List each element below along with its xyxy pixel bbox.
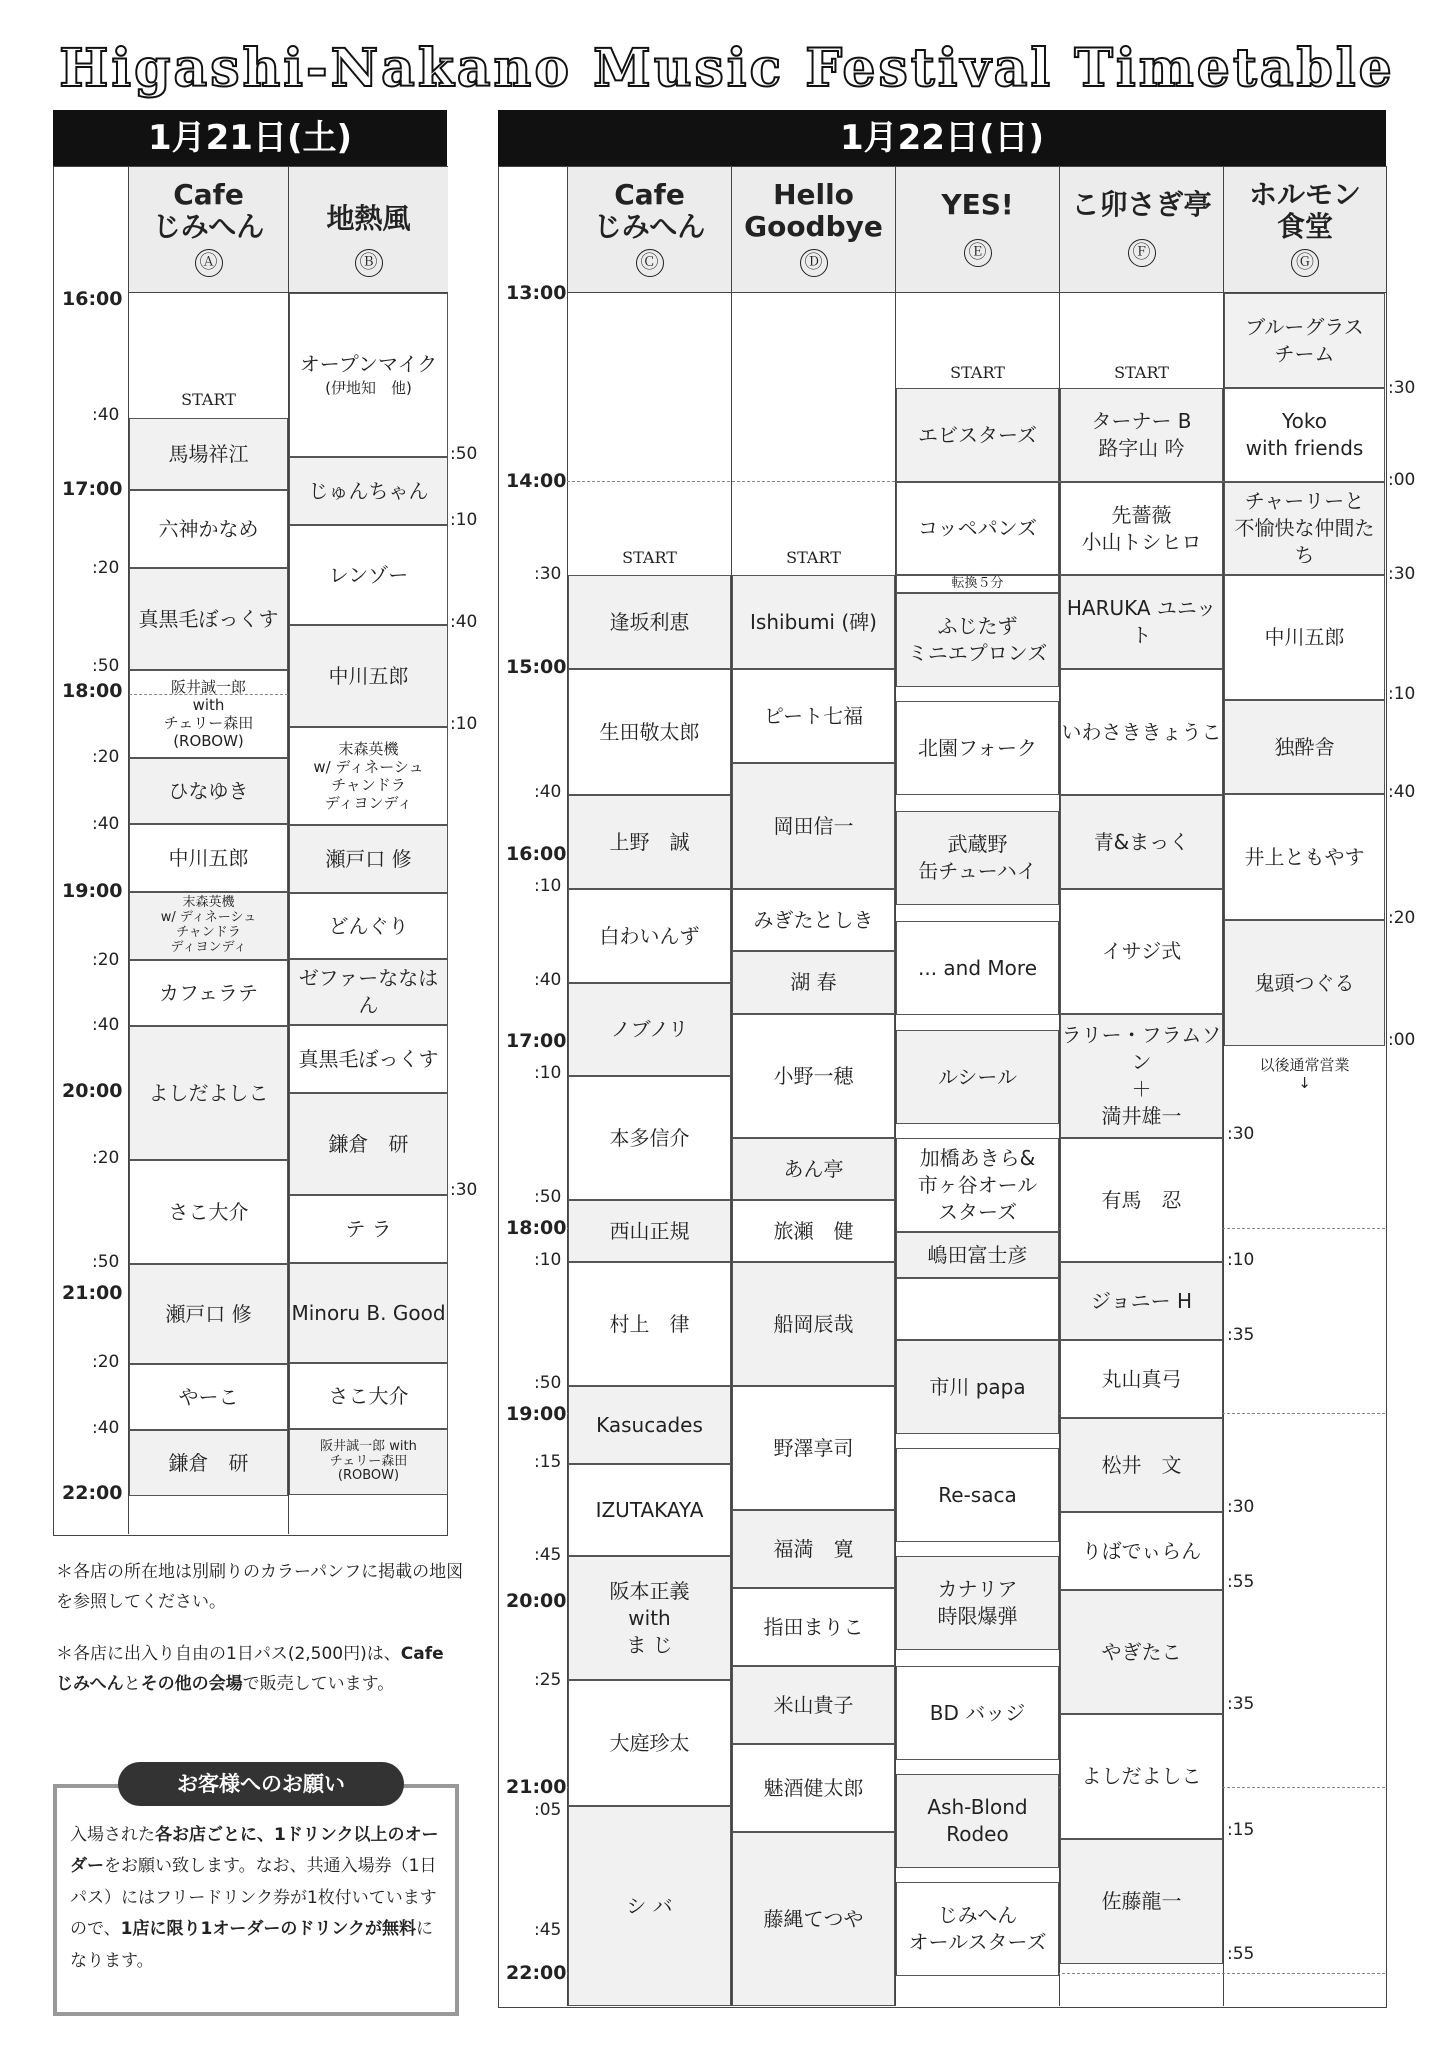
time-label: :20 (1388, 908, 1416, 928)
performer-block: よしだよしこ (1060, 1714, 1223, 1839)
performer-block: 市川 papa (896, 1340, 1059, 1434)
day2-col-f-header (1059, 167, 1223, 293)
venue-name: ホルモン 食堂 (1248, 178, 1361, 244)
note-text: と (123, 1673, 141, 1694)
performer-block: Yoko with friends (1224, 388, 1385, 482)
time-label: :15 (534, 1452, 562, 1472)
time-label: :20 (92, 1352, 120, 1372)
time-label: 14:00 (506, 470, 567, 492)
time-label: :45 (534, 1545, 562, 1565)
request-title: お客様へのお願い (118, 1762, 404, 1806)
regular-business-note: 以後通常営業 ↓ (1259, 1056, 1350, 1092)
performer-block: 鬼頭つぐる (1224, 920, 1385, 1046)
performer-block: 六神かなめ (129, 490, 288, 568)
performer-block: ピート七福 (732, 669, 895, 763)
day2-col-c-header (567, 167, 731, 293)
performer-block: 小野一穂 (732, 1014, 895, 1138)
performer-block: 有馬 忍 (1060, 1138, 1223, 1262)
note-venue-map (56, 1558, 466, 1618)
performer-block: HARUKA ユニット (1060, 575, 1223, 669)
performer-block: さこ大介 (289, 1363, 448, 1429)
time-label: :55 (1227, 1572, 1255, 1592)
note-bold: Cafe じみへん (56, 1644, 444, 1694)
performer-block: Kasucades (568, 1386, 731, 1464)
time-label: :40 (534, 782, 562, 802)
venue-name: YES! (941, 188, 1014, 221)
performer-block: 湖 春 (732, 951, 895, 1014)
time-label: 19:00 (62, 880, 123, 902)
performer-block: ジョニー H (1060, 1262, 1223, 1340)
time-label: :40 (92, 1015, 120, 1035)
time-label: :35 (1227, 1694, 1255, 1714)
time-label: :40 (92, 405, 120, 425)
time-label: :10 (1227, 1250, 1255, 1270)
time-label: :20 (92, 950, 120, 970)
performer-block: 西山正規 (568, 1200, 731, 1262)
performer-block: 独酔舎 (1224, 700, 1385, 794)
time-label: :40 (450, 612, 478, 632)
performer-block: 野澤享司 (732, 1386, 895, 1510)
day2-col-e-header (895, 167, 1059, 293)
performer-block: 本多信介 (568, 1076, 731, 1200)
performer-block: やぎたこ (1060, 1590, 1223, 1714)
performer-block: 末森英機 w/ ディネーシュ チャンドラ ディヨンディ (129, 892, 288, 960)
time-label: 21:00 (62, 1282, 123, 1304)
performer-block: 逢坂利恵 (568, 575, 731, 669)
time-label: :50 (92, 1252, 120, 1272)
start-label: START (1114, 363, 1169, 382)
venue-letter: Ⓕ (1128, 239, 1156, 267)
note-day-pass (56, 1640, 466, 1700)
time-label: :30 (1227, 1497, 1255, 1517)
day1-col-a-header (128, 167, 288, 293)
time-label: :50 (534, 1187, 562, 1207)
performer-block: Ash-Blond Rodeo (896, 1774, 1059, 1868)
performer-block: 松井 文 (1060, 1418, 1223, 1512)
day2-col-d-header (731, 167, 895, 293)
note-bold: その他の会場 (140, 1673, 243, 1694)
performer-block: 米山貴子 (732, 1666, 895, 1744)
performer-block: 瀬戸口 修 (129, 1264, 288, 1364)
time-label: :40 (1388, 782, 1416, 802)
performer-note: (伊地知 他) (325, 379, 412, 398)
performer-block: 末森英機 w/ ディネーシュ チャンドラ ディヨンディ (289, 727, 448, 825)
performer-block: 井上ともやす (1224, 794, 1385, 920)
venue-letter: Ⓑ (355, 249, 383, 277)
performer-block: 瀬戸口 修 (289, 825, 448, 893)
time-label: 20:00 (506, 1590, 567, 1612)
time-label: 18:00 (62, 680, 123, 702)
venue-letter: Ⓓ (800, 249, 828, 277)
performer-block: チャーリーと 不愉快な仲間たち (1224, 482, 1385, 575)
venue-letter: Ⓐ (195, 249, 223, 277)
performer-name: オープンマイク (299, 352, 438, 377)
performer-block: コッペパンズ (896, 482, 1059, 575)
performer-block: イサジ式 (1060, 889, 1223, 1014)
time-label: :50 (534, 1373, 562, 1393)
request-text-part: になります。 (70, 1919, 433, 1971)
performer-block: さこ大介 (129, 1160, 288, 1264)
performer-block: カナリア 時限爆弾 (896, 1556, 1059, 1650)
time-label: :20 (92, 1148, 120, 1168)
time-label: :00 (1388, 1030, 1416, 1050)
venue-name: Cafe じみへん (152, 178, 265, 244)
start-label: START (950, 363, 1005, 382)
request-bold: 各お店ごとに、1ドリンク以上のオーダー (70, 1825, 439, 1877)
request-text (70, 1820, 446, 1977)
performer-block: ブルーグラス チーム (1224, 293, 1385, 388)
note-bullet: ＊ (56, 1644, 73, 1664)
performer-block: 北園フォーク (896, 701, 1059, 795)
performer-block: 福満 寛 (732, 1510, 895, 1588)
time-label: 17:00 (506, 1030, 567, 1052)
performer-block: あん亭 (732, 1138, 895, 1200)
time-label: :30 (1388, 378, 1416, 398)
time-label: :00 (1388, 470, 1416, 490)
performer-block: 中川五郎 (129, 824, 288, 892)
venue-letter: Ⓖ (1291, 249, 1319, 277)
time-label: :25 (534, 1670, 562, 1690)
performer-block: 魅酒健太郎 (732, 1744, 895, 1832)
performer-block: 岡田信一 (732, 763, 895, 889)
time-label: :55 (1227, 1944, 1255, 1964)
performer-block: みぎたとしき (732, 889, 895, 951)
performer-block: いわさききょうこ (1060, 669, 1223, 795)
performer-block: ルシール (896, 1030, 1059, 1124)
performer-block: 村上 律 (568, 1262, 731, 1386)
start-label: START (786, 548, 841, 567)
time-label: :15 (1227, 1820, 1255, 1840)
performer-block: 藤縄てつや (732, 1832, 895, 2006)
performer-block: 大庭珍太 (568, 1680, 731, 1806)
performer-block: じみへん オールスターズ (896, 1882, 1059, 1976)
venue-name: Hello Goodbye (744, 178, 883, 244)
performer-block: 嶋田富士彦 (896, 1232, 1059, 1278)
performer-block: 鎌倉 研 (289, 1093, 448, 1195)
time-label: :10 (534, 1063, 562, 1083)
time-label: :10 (1388, 684, 1416, 704)
dashed-divider (129, 694, 288, 695)
start-label: START (622, 548, 677, 567)
venue-letter: Ⓒ (636, 249, 664, 277)
time-label: :10 (450, 510, 478, 530)
performer-block: ... and More (896, 921, 1059, 1015)
performer-block: 中川五郎 (289, 625, 448, 727)
time-label: 16:00 (506, 843, 567, 865)
performer-block: 青&まっく (1060, 795, 1223, 889)
performer-block: 阪本正義 with ま じ (568, 1556, 731, 1680)
performer-block: 先薔薇 小山トシヒロ (1060, 482, 1223, 575)
performer-block: 武蔵野 缶チューハイ (896, 811, 1059, 905)
time-label: :40 (92, 814, 120, 834)
performer-block: やーこ (129, 1364, 288, 1430)
performer-block (289, 293, 448, 457)
time-label: :50 (450, 444, 478, 464)
note-bullet: ＊ (56, 1562, 73, 1582)
time-label: :40 (534, 970, 562, 990)
page-title: Higashi-Nakano Music Festival Timetable (59, 38, 1395, 99)
time-label: :10 (534, 1250, 562, 1270)
performer-block: りばでぃらん (1060, 1512, 1223, 1590)
time-label: 19:00 (506, 1403, 567, 1425)
performer-block: 真黒毛ぼっくす (289, 1025, 448, 1093)
time-label: 16:00 (62, 288, 123, 310)
note-text: 各店の所在地は別刷りのカラーパンフに掲載の地図を参照してください。 (56, 1562, 464, 1612)
performer-block: ふじたず ミニエプロンズ (896, 593, 1059, 687)
performer-block: 阪井誠一郎 with チェリー森田 (ROBOW) (129, 670, 288, 758)
request-text-part: をお願い致します。なお、共通入場券（1日パス）にはフリードリンク券が1枚付いていますので、 (70, 1856, 437, 1940)
performer-block: Minoru B. Good (289, 1263, 448, 1363)
venue-name: こ卯さぎ亭 (1071, 188, 1212, 221)
performer-block: 上野 誠 (568, 795, 731, 889)
time-label: 22:00 (62, 1482, 123, 1504)
performer-block: 真黒毛ぼっくす (129, 568, 288, 670)
performer-block: 旅瀬 健 (732, 1200, 895, 1262)
time-label: 13:00 (506, 282, 567, 304)
time-label: 20:00 (62, 1080, 123, 1102)
time-label: 15:00 (506, 656, 567, 678)
note-text: で販売しています。 (242, 1673, 395, 1694)
performer-block: 船岡辰哉 (732, 1262, 895, 1386)
time-label: 17:00 (62, 478, 123, 500)
performer-block: シ バ (568, 1806, 731, 2006)
day1-col-b-header (288, 167, 448, 293)
time-label: :50 (92, 656, 120, 676)
time-label: :10 (534, 876, 562, 896)
performer-block: 生田敬太郎 (568, 669, 731, 795)
performer-block: 白わいんず (568, 889, 731, 983)
performer-block: 佐藤龍一 (1060, 1839, 1223, 1964)
performer-block: 指田まりこ (732, 1588, 895, 1666)
day2-header: 1月22日(日) (498, 110, 1386, 166)
time-label: :30 (450, 1180, 478, 1200)
performer-block: レンゾー (289, 525, 448, 625)
performer-block: テ ラ (289, 1195, 448, 1263)
time-label: :05 (534, 1800, 562, 1820)
performer-block: Ishibumi (碑) (732, 575, 895, 669)
performer-block: 中川五郎 (1224, 575, 1385, 700)
note-text: 各店に出入り自由の1日パス(2,500円)は、 (73, 1644, 401, 1664)
performer-block: ラリー・フラムソン ＋ 満井雄一 (1060, 1014, 1223, 1138)
performer-block: IZUTAKAYA (568, 1464, 731, 1556)
performer-block: BD バッジ (896, 1666, 1059, 1760)
performer-block: ゼファーななはん (289, 959, 448, 1025)
empty-slot (896, 1278, 1059, 1340)
performer-block: エビスターズ (896, 388, 1059, 482)
day2-col-g-header (1223, 167, 1386, 293)
performer-block: 鎌倉 研 (129, 1430, 288, 1496)
performer-block: 阪井誠一郎 with チェリー森田 (ROBOW) (289, 1429, 448, 1495)
time-label: 21:00 (506, 1776, 567, 1798)
venue-letter: Ⓔ (964, 239, 992, 267)
time-label: :30 (1227, 1124, 1255, 1144)
time-label: :30 (534, 564, 562, 584)
performer-block: よしだよしこ (129, 1026, 288, 1160)
time-label: :20 (92, 747, 120, 767)
performer-block: どんぐり (289, 893, 448, 959)
time-label: :35 (1227, 1325, 1255, 1345)
performer-block: Re-saca (896, 1448, 1059, 1542)
venue-name: 地熱風 (326, 202, 411, 235)
start-label: START (181, 390, 236, 409)
time-label: :45 (534, 1920, 562, 1940)
performer-block: じゅんちゃん (289, 457, 448, 525)
request-bold: 1店に限り1オーダーのドリンクが無料 (120, 1919, 416, 1940)
performer-block: ひなゆき (129, 758, 288, 824)
time-label: :10 (450, 714, 478, 734)
time-label: :40 (92, 1418, 120, 1438)
performer-block: 丸山真弓 (1060, 1340, 1223, 1418)
day1-header: 1月21日(土) (53, 110, 447, 166)
time-label: :20 (92, 558, 120, 578)
time-label: 22:00 (506, 1962, 567, 1984)
time-label: 18:00 (506, 1217, 567, 1239)
performer-block: ノブノリ (568, 983, 731, 1076)
performer-block: 馬場祥江 (129, 418, 288, 490)
performer-block: ターナー B 路字山 吟 (1060, 388, 1223, 482)
changeover-label: 転換５分 (896, 575, 1059, 593)
performer-block: カフェラテ (129, 960, 288, 1026)
request-text-part: 入場された (70, 1825, 155, 1845)
venue-name: Cafe じみへん (593, 178, 706, 244)
performer-block: 加橋あきら& 市ヶ谷オール スターズ (896, 1138, 1059, 1232)
time-label: :30 (1388, 564, 1416, 584)
